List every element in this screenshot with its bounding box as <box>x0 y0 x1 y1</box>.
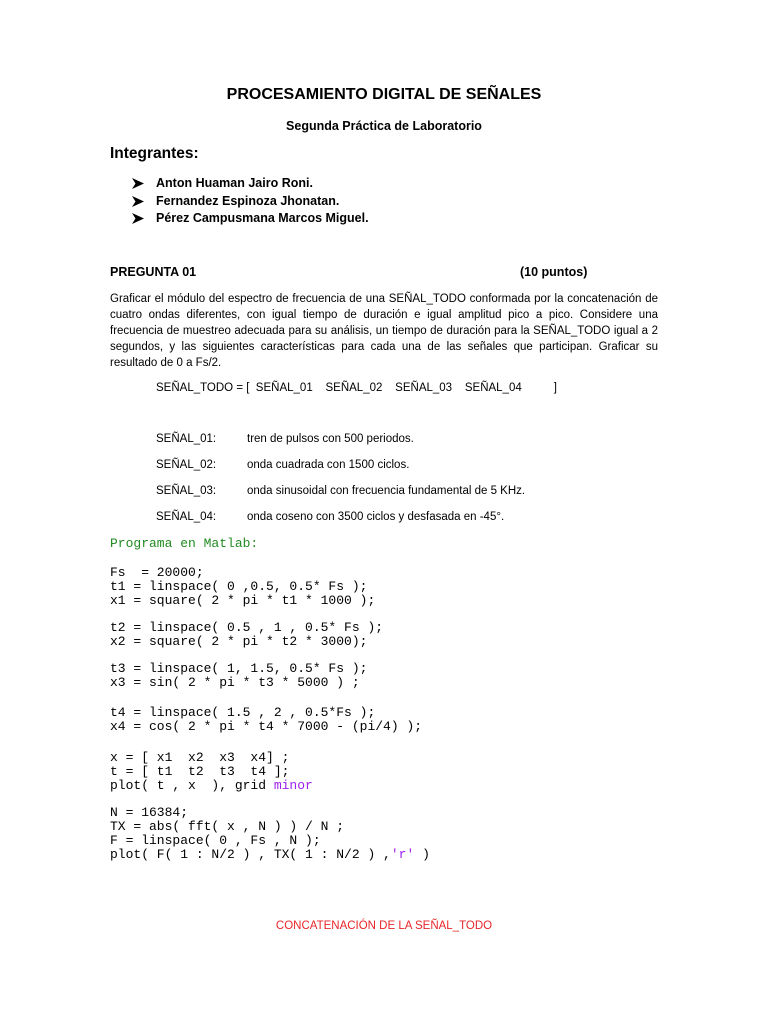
code-line: t3 = linspace( 1, 1.5, 0.5* Fs ); <box>110 661 368 676</box>
code-line: x2 = square( 2 * pi * t2 * 3000); <box>110 634 368 649</box>
code-line: F = linspace( 0 , Fs , N ); <box>110 833 321 848</box>
code-block <box>110 662 367 690</box>
member-name: Pérez Campusmana Marcos Miguel. <box>156 211 369 225</box>
code-text: plot( F( 1 : N/2 ) , TX( 1 : N/2 ) , <box>110 847 391 862</box>
code-line: t2 = linspace( 0.5 , 1 , 0.5* Fs ); <box>110 620 384 635</box>
members-heading: Integrantes: <box>110 145 199 162</box>
figure-caption: CONCATENACIÓN DE LA SEÑAL_TODO <box>275 920 493 932</box>
code-string: 'r' <box>390 847 415 862</box>
arrow-bullet-icon <box>132 178 156 189</box>
question-text: Graficar el módulo del espectro de frecuencia de una SEÑAL_TODO conformada por la concatenación de cuatro ondas diferentes, con igual tiempo de duración e igual amplitud pico a pico. Considere una frecuencia de muestreo adecuada para su análisis, un tiempo de duración para la SEÑAL_TODO igual a 2 segundos, y las siguientes características para cada una de las señales que participan. Graficar su resultado de 0 a Fs/2. <box>110 293 658 369</box>
member-name: Anton Huaman Jairo Roni. <box>156 176 313 190</box>
document-title: PROCESAMIENTO DIGITAL DE SEÑALES <box>226 86 542 103</box>
code-line: t = [ t1 t2 t3 t4 ]; <box>110 764 290 779</box>
code-text: plot( t , x ), grid <box>110 778 274 793</box>
signal-label: SEÑAL_04: <box>156 511 217 523</box>
list-item <box>132 193 369 211</box>
code-line: t4 = linspace( 1.5 , 2 , 0.5*Fs ); <box>110 705 376 720</box>
signal-description: tren de pulsos con 500 periodos. <box>247 433 414 445</box>
code-block <box>110 566 375 608</box>
code-line: t1 = linspace( 0 ,0.5, 0.5* Fs ); <box>110 579 368 594</box>
signal-description: onda coseno con 3500 ciclos y desfasada en -45°. <box>247 511 505 523</box>
code-line: x3 = sin( 2 * pi * t3 * 5000 ) ; <box>110 675 360 690</box>
code-text: ) <box>414 847 430 862</box>
arrow-bullet-icon <box>132 196 156 207</box>
code-block <box>110 751 313 793</box>
list-item <box>132 210 369 228</box>
code-block <box>110 621 383 649</box>
members-list <box>132 175 369 228</box>
question-points: (10 puntos) <box>520 265 588 279</box>
program-title: Programa en Matlab: <box>110 536 259 551</box>
signal-description: onda cuadrada con 1500 ciclos. <box>247 459 410 471</box>
signal-label: SEÑAL_03: <box>156 485 217 497</box>
arrow-bullet-icon <box>132 213 156 224</box>
code-line <box>110 778 313 793</box>
code-block <box>110 806 430 862</box>
code-line: TX = abs( fft( x , N ) ) / N ; <box>110 819 345 834</box>
code-line <box>110 847 430 862</box>
signal-label: SEÑAL_01: <box>156 433 217 445</box>
signal-label: SEÑAL_02: <box>156 459 217 471</box>
code-line: x = [ x1 x2 x3 x4] ; <box>110 750 290 765</box>
signal-description: onda sinusoidal con frecuencia fundamental de 5 KHz. <box>247 485 526 497</box>
code-keyword: minor <box>273 778 313 793</box>
concatenation-formula: SEÑAL_TODO = [ SEÑAL_01 SEÑAL_02 SEÑAL_03 SEÑAL_04 ] <box>156 382 557 394</box>
document-subtitle: Segunda Práctica de Laboratorio <box>286 119 482 133</box>
code-line: x4 = cos( 2 * pi * t4 * 7000 - (pi/4) ); <box>110 719 423 734</box>
code-line: Fs = 20000; <box>110 565 204 580</box>
code-line: x1 = square( 2 * pi * t1 * 1000 ); <box>110 593 376 608</box>
question-label: PREGUNTA 01 <box>110 265 197 279</box>
list-item <box>132 175 369 193</box>
code-block <box>110 706 422 734</box>
member-name: Fernandez Espinoza Jhonatan. <box>156 193 340 208</box>
code-line: N = 16384; <box>110 805 189 820</box>
